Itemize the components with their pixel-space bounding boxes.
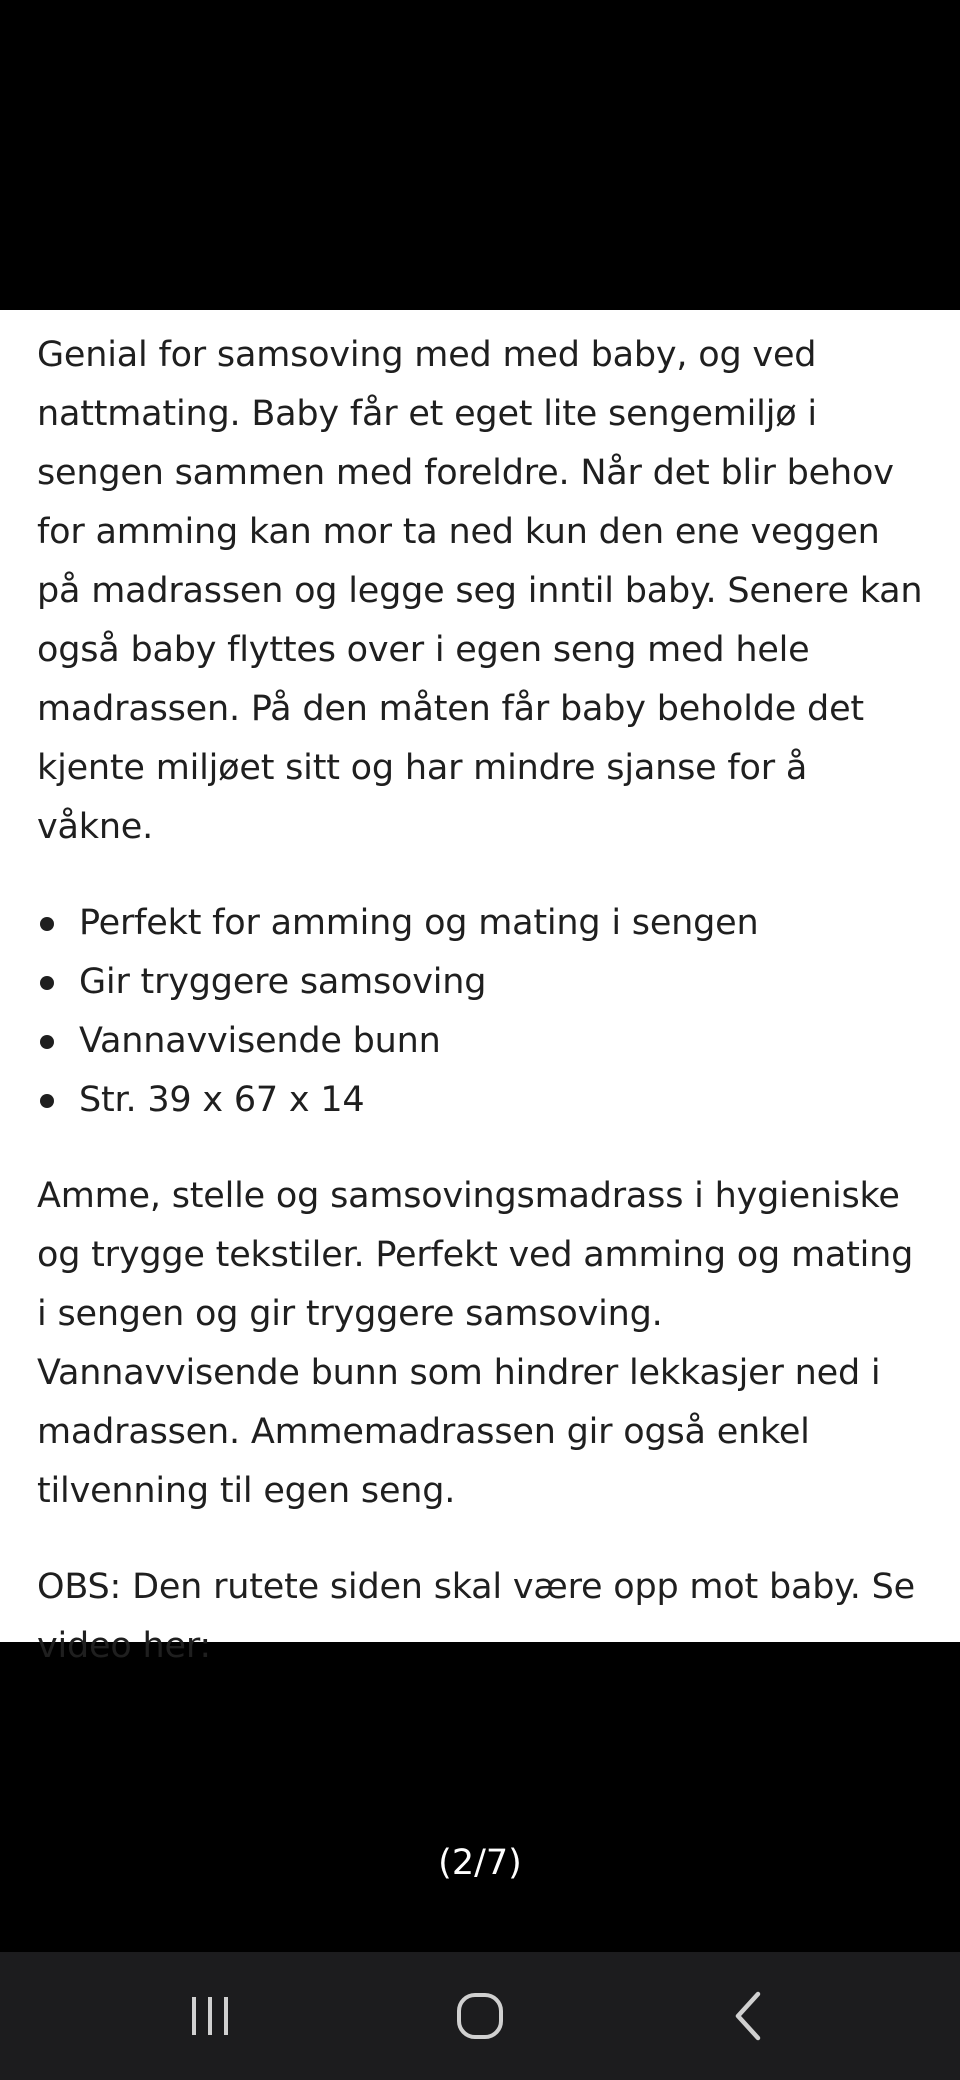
home-button[interactable]: [420, 1952, 540, 2080]
description-image: [0, 310, 960, 1666]
list-item: [37, 894, 930, 953]
bullet-dot: [40, 1094, 54, 1108]
description-paragraph-2: Amme, stelle og samsovingsmadrass i hygieniske og trygge tekstiler. Perfekt ved amming og mating i sengen og gir tryggere samsoving. Vannavvisende bunn som hindrer lekkasjer ned i madrassen. Ammemadrassen gir også enkel tilvenning til egen seng.: [37, 1176, 914, 1511]
list-item: [37, 953, 930, 1012]
description-paragraph-1: Genial for samsoving med med baby, og ved nattmating. Baby får et eget lite sengemiljø i sengen sammen med foreldre. Når det blir behov for amming kan mor ta ned kun den ene veggen på madrassen og legge seg inntil baby. Senere kan også baby flyttes over i egen seng med hele madrassen. På den måten får baby beholde det kjente miljøet sitt og har mindre sjanse for å våkne.: [37, 335, 923, 847]
back-icon: [728, 1990, 768, 2042]
back-button[interactable]: [688, 1952, 808, 2080]
list-item-text: Gir tryggere samsoving: [79, 962, 487, 1002]
system-navigation-bar: [0, 1952, 960, 2080]
recent-apps-icon: [186, 1992, 234, 2040]
list-item-text: Perfekt for amming og mating i sengen: [79, 903, 759, 943]
image-counter: (2/7): [438, 1843, 522, 1883]
recent-apps-button[interactable]: [150, 1952, 270, 2080]
list-item-text: Vannavvisende bunn: [79, 1021, 441, 1061]
list-item-text: Str. 39 x 67 x 14: [79, 1080, 365, 1120]
bullet-dot: [40, 976, 54, 990]
list-item: [37, 1071, 930, 1130]
image-viewer-backdrop-top: [0, 0, 960, 310]
home-icon: [454, 1990, 506, 2042]
list-item: [37, 1012, 930, 1071]
bullet-dot: [40, 1035, 54, 1049]
bullet-dot: [40, 917, 54, 931]
feature-list: [37, 894, 930, 1130]
description-paragraph-3: OBS: Den rutete siden skal være opp mot baby. Se video her:: [37, 1567, 915, 1666]
